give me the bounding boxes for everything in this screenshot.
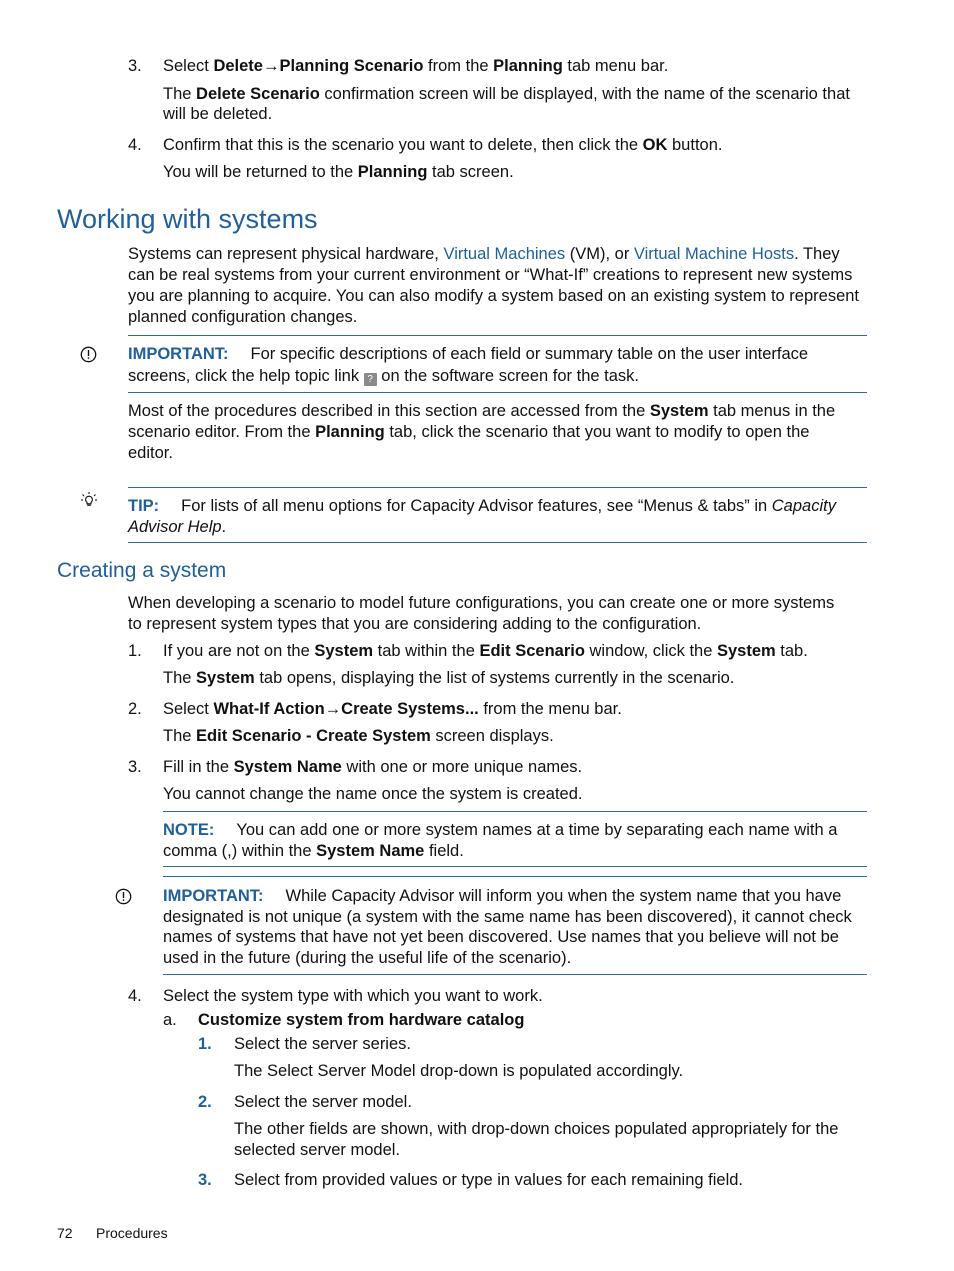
note-text: NOTE: You can add one or more system names at a time by separating each name with a xyxy=(163,821,838,839)
step-text: Confirm that this is the scenario you want to delete, then click the OK button. xyxy=(163,136,723,154)
substep-description: The Select Server Model drop-down is populated accordingly. xyxy=(234,1062,684,1080)
footer-section: Procedures xyxy=(96,1225,168,1241)
divider xyxy=(163,974,867,975)
substep-number: 1. xyxy=(198,1035,212,1053)
step-number: 3. xyxy=(128,57,142,75)
step-description: The Delete Scenario confirmation screen will be displayed, with the name of the scenario that xyxy=(163,85,850,103)
step-number: 2. xyxy=(128,700,142,718)
important-label: IMPORTANT: xyxy=(163,887,264,905)
paragraph-line: scenario editor. From the Planning tab, click the scenario that you want to modify to open the xyxy=(128,423,810,441)
step-number: 3. xyxy=(128,758,142,776)
divider xyxy=(128,392,867,393)
exclamation-circle-icon xyxy=(115,888,132,905)
page-number: 72 xyxy=(57,1225,73,1241)
divider xyxy=(128,542,867,543)
step-description: You will be returned to the Planning tab screen. xyxy=(163,163,514,181)
section-heading: Working with systems xyxy=(57,204,318,234)
paragraph-line: Most of the procedures described in this section are accessed from the System tab menus in the xyxy=(128,402,836,420)
tip-text-cont: Advisor Help. xyxy=(128,518,227,536)
substep-letter: a. xyxy=(163,1011,177,1029)
step-number: 1. xyxy=(128,642,142,660)
important-text: IMPORTANT: For specific descriptions of each field or summary table on the user interface xyxy=(128,345,809,363)
intro-line: planned configuration changes. xyxy=(128,308,358,326)
substep-description: The other fields are shown, with drop-down choices populated appropriately for the xyxy=(234,1120,839,1138)
step-description: You cannot change the name once the system is created. xyxy=(163,785,583,803)
divider xyxy=(128,335,867,336)
divider xyxy=(163,811,867,812)
intro-line: can be real systems from your current environment or “What-If” creations to represent new systems xyxy=(128,266,853,284)
substep-number: 2. xyxy=(198,1093,212,1111)
note-label: NOTE: xyxy=(163,821,215,839)
important-text-cont: names of systems that have not yet been discovered. Use names that you believe will not be xyxy=(163,928,839,946)
step-number: 4. xyxy=(128,136,142,154)
substep-title: Customize system from hardware catalog xyxy=(198,1011,525,1029)
step-text: Select the system type with which you want to work. xyxy=(163,987,543,1005)
important-text-cont: used in the future (during the useful life of the scenario). xyxy=(163,949,572,967)
paragraph-line: When developing a scenario to model future configurations, you can create one or more systems xyxy=(128,594,835,612)
help-question-icon[interactable]: ? xyxy=(364,373,377,386)
paragraph-line: to represent system types that you are considering adding to the configuration. xyxy=(128,615,702,633)
lightbulb-icon xyxy=(80,491,98,509)
important-text-cont: screens, click the help topic link ? on the software screen for the task. xyxy=(128,367,640,385)
substep-number: 3. xyxy=(198,1171,212,1189)
step-text: If you are not on the System tab within the Edit Scenario window, click the System tab. xyxy=(163,642,808,660)
substep-text: Select the server model. xyxy=(234,1093,412,1111)
tip-label: TIP: xyxy=(128,497,160,515)
intro-line: Systems can represent physical hardware, Virtual Machines (VM), or Virtual Machine Hosts. They xyxy=(128,245,840,263)
subsection-heading: Creating a system xyxy=(57,559,227,582)
substep-text: Select from provided values or type in values for each remaining field. xyxy=(234,1171,744,1189)
step-number: 4. xyxy=(128,987,142,1005)
substep-text: Select the server series. xyxy=(234,1035,411,1053)
intro-line: you are planning to acquire. You can also modify a system based on an existing system to represent xyxy=(128,287,860,305)
step-text: Select Delete→Planning Scenario from the Planning tab menu bar. xyxy=(163,57,669,75)
divider xyxy=(163,866,867,867)
important-text: IMPORTANT: While Capacity Advisor will inform you when the system name that you have xyxy=(163,887,842,905)
step-text: Fill in the System Name with one or more unique names. xyxy=(163,758,583,776)
virtual-machines-link[interactable]: Virtual Machines xyxy=(443,245,566,263)
exclamation-circle-icon xyxy=(80,346,97,363)
virtual-machine-hosts-link[interactable]: Virtual Machine Hosts xyxy=(633,245,795,263)
divider xyxy=(128,487,867,488)
substep-description-cont: selected server model. xyxy=(234,1141,400,1159)
important-label: IMPORTANT: xyxy=(128,345,229,363)
step-description: The System tab opens, displaying the list of systems currently in the scenario. xyxy=(163,669,735,687)
important-text-cont: designated is not unique (a system with the same name has been discovered), it cannot check xyxy=(163,908,852,926)
step-description: The Edit Scenario - Create System screen displays. xyxy=(163,727,554,745)
note-text-cont: comma (,) within the System Name field. xyxy=(163,842,464,860)
paragraph-line: editor. xyxy=(128,444,173,462)
divider xyxy=(163,876,867,877)
step-description-cont: will be deleted. xyxy=(163,105,273,123)
step-text: Select What-If Action→Create Systems... from the menu bar. xyxy=(163,700,622,718)
tip-text: TIP: For lists of all menu options for Capacity Advisor features, see “Menus & tabs” in Capacity xyxy=(128,497,836,515)
